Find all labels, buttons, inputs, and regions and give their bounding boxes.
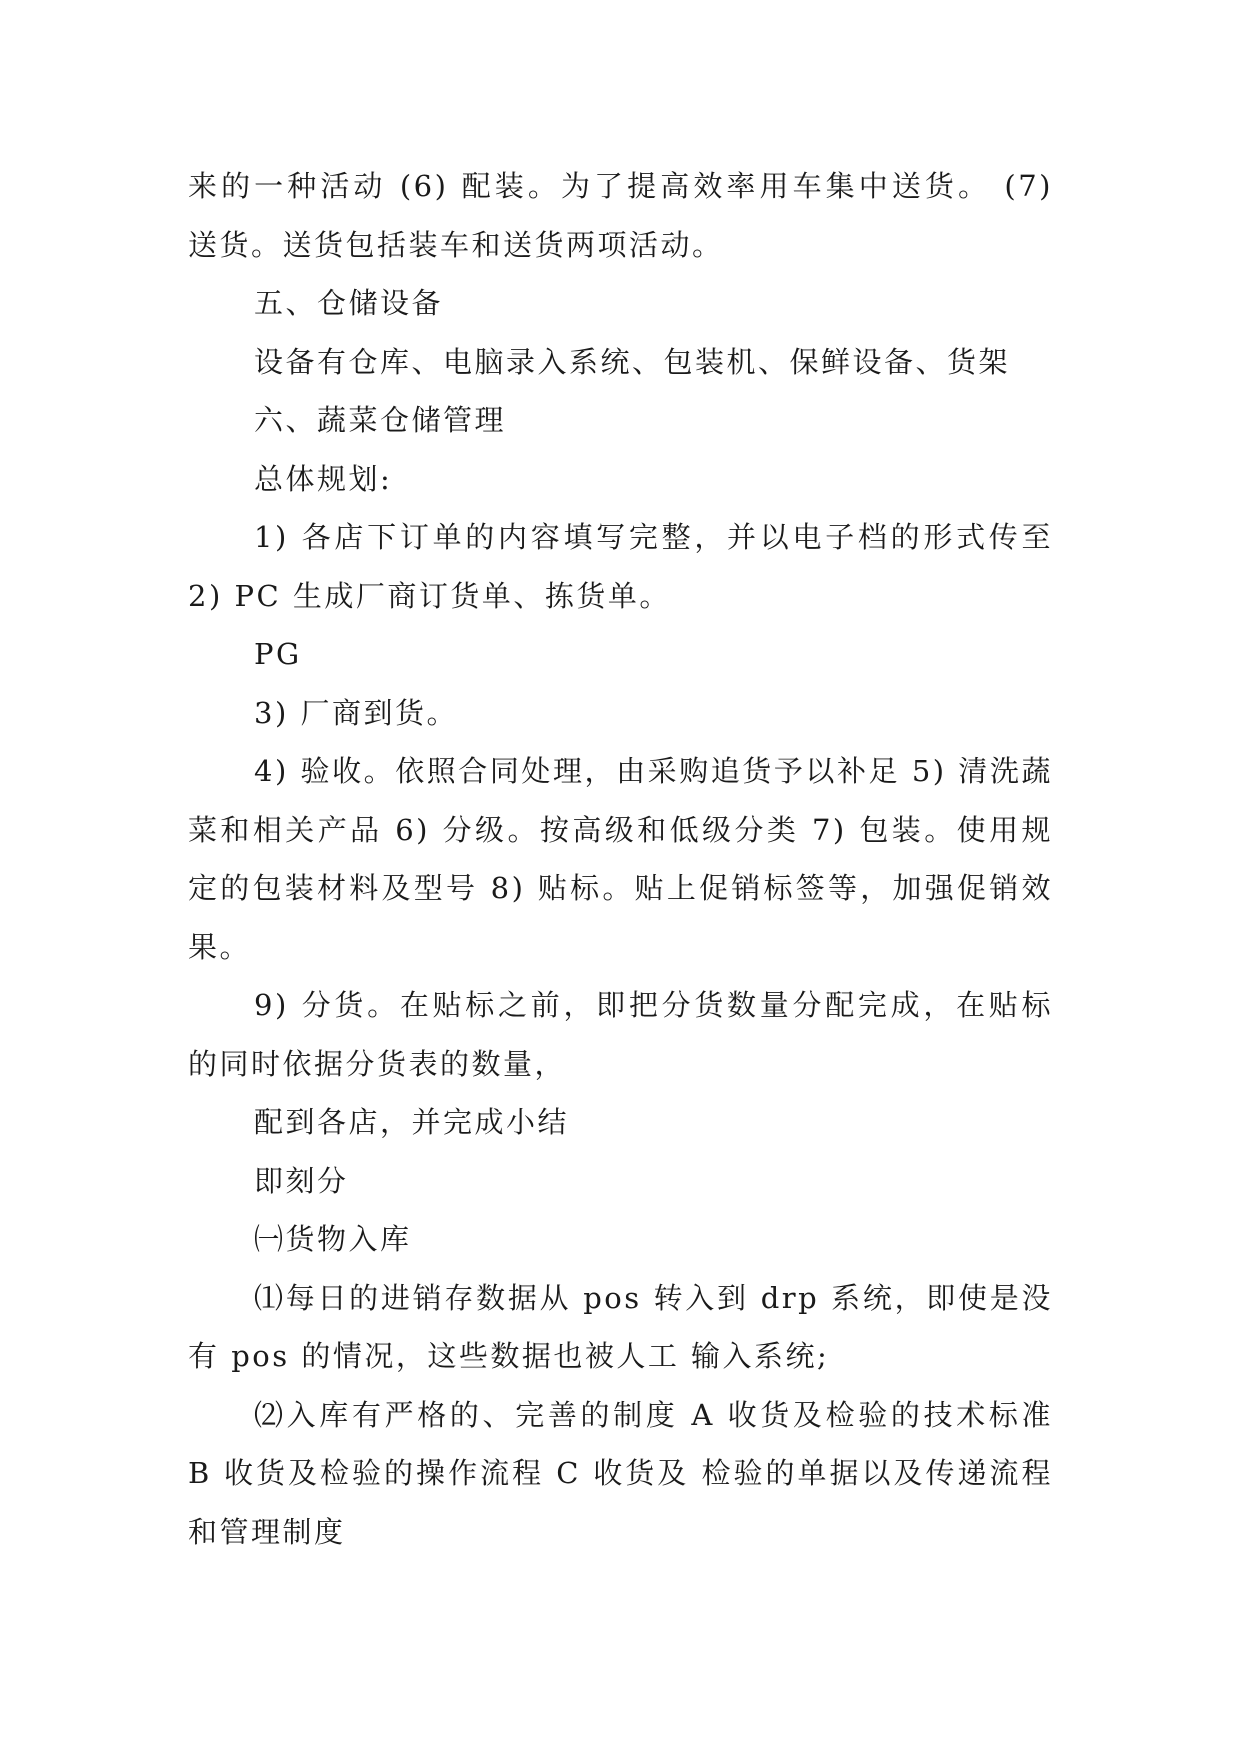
document-body	[188, 157, 1053, 1561]
paragraph: ⑵入库有严格的、完善的制度 A 收货及检验的技术标准 B 收货及检验的操作流程 C 收货及 检验的单据以及传递流程和管理制度	[188, 1397, 1053, 1549]
paragraph: 1) 各店下订单的内容填写完整，并以电子档的形式传至 2) PC 生成厂商订货单、拣货单。	[188, 520, 1053, 613]
paragraph: ⑴每日的进销存数据从 pos 转入到 drp 系统，即使是没有 pos 的情况，这些数据也被人工 输入系统;	[188, 1280, 1053, 1373]
paragraph: 设备有仓库、电脑录入系统、包装机、保鲜设备、货架	[254, 344, 1011, 379]
paragraph: 来的一种活动 (6) 配装。为了提高效率用车集中送货。 (7) 送货。送货包括装车和送货两项活动。	[188, 169, 1053, 262]
paragraph: 3) 厂商到货。	[254, 695, 458, 730]
paragraph: 配到各店，并完成小结	[254, 1105, 570, 1139]
section-heading-storage-equipment: 五、仓储设备	[254, 286, 444, 320]
paragraph: ㈠货物入库	[254, 1222, 412, 1256]
paragraph: PG	[254, 637, 302, 671]
section-heading-vegetable-storage: 六、蔬菜仓储管理	[254, 403, 507, 437]
paragraph: 总体规划:	[254, 461, 393, 496]
paragraph: 9) 分货。在贴标之前，即把分货数量分配完成，在贴标的同时依据分货表的数量，	[188, 988, 1053, 1081]
paragraph: 4) 验收。依照合同处理，由采购追货予以补足 5) 清洗蔬菜和相关产品 6) 分级。按高级和低级分类 7) 包装。使用规定的包装材料及型号 8) 贴标。贴上促销标签等，加强促销效果。	[188, 754, 1053, 964]
paragraph: 即刻分	[254, 1163, 349, 1198]
